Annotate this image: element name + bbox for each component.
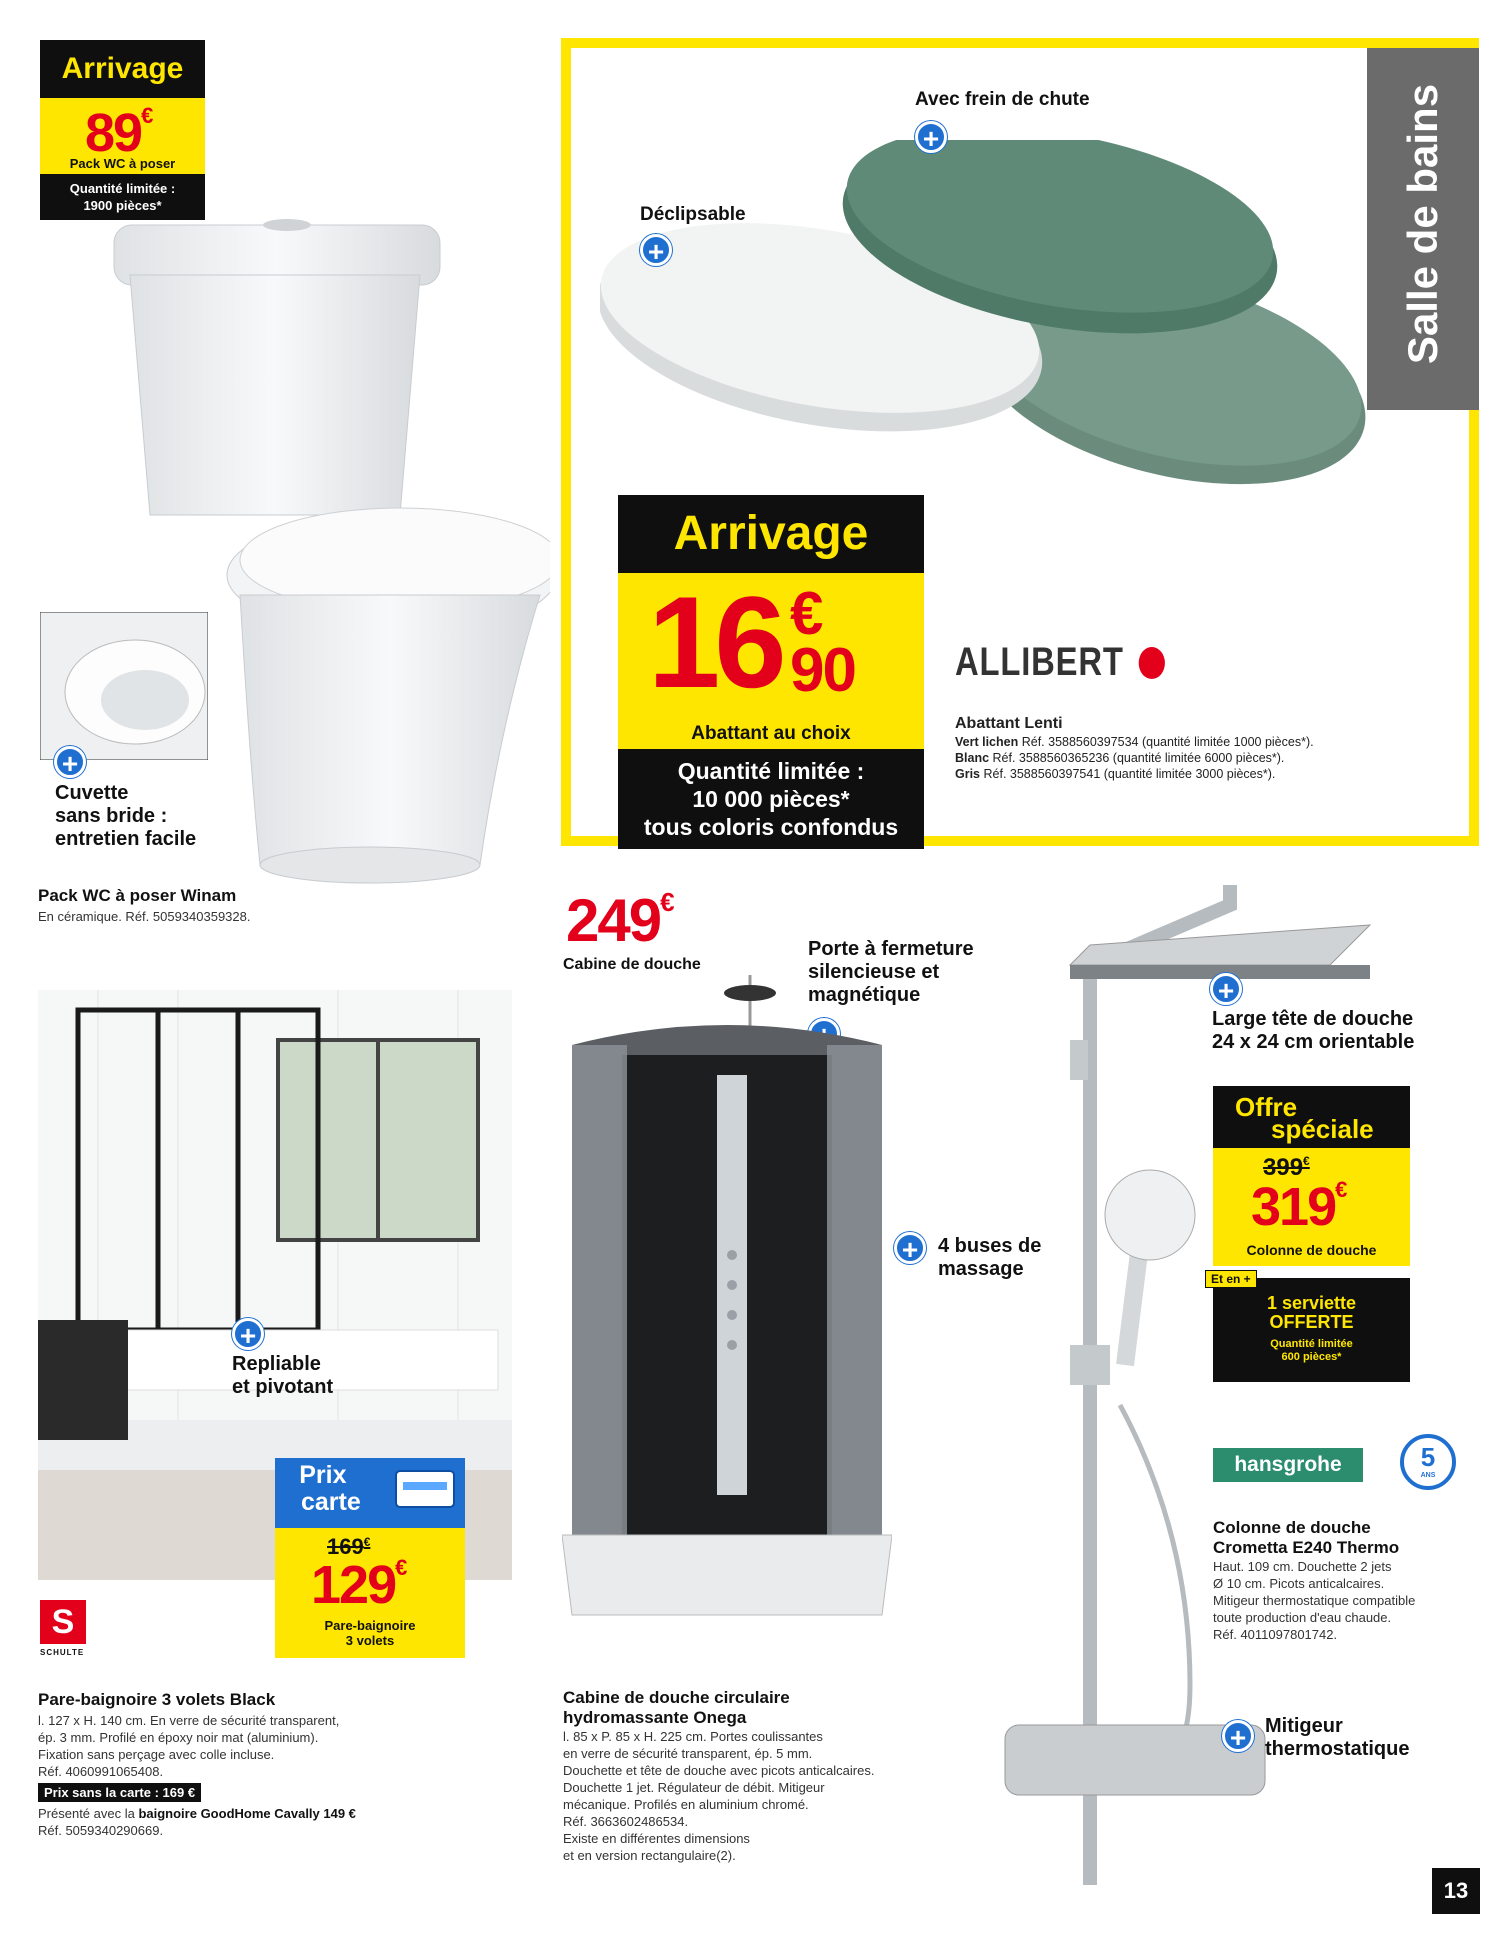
column-bonus-tag: Et en + (1205, 1270, 1257, 1288)
cabin-jets-line2: massage (938, 1258, 1024, 1280)
seat-price-box (618, 569, 924, 749)
cabin-name-line: hydromassante Onega (563, 1708, 747, 1727)
cabin-desc-line: Douchette et tête de douche avec picots anticalcaires. (563, 1763, 875, 1778)
card-badge-line2: carte (301, 1488, 361, 1516)
column-price-caption: Colonne de douche (1246, 1242, 1377, 1258)
wc-feature-line2: sans bride : (55, 805, 168, 827)
seat-variant-color: Blanc (955, 751, 990, 765)
screen-old-price: 169 (327, 1534, 364, 1559)
screen-card-badge (275, 1458, 465, 1528)
cabin-desc-line: et en version rectangulaire(2). (563, 1848, 736, 1863)
schulte-logo-icon: S (40, 1600, 86, 1644)
screen-desc-line: ép. 3 mm. Profilé en époxy noir mat (aluminium). (38, 1730, 319, 1745)
column-name-line: Crometta E240 Thermo (1213, 1538, 1400, 1557)
cuvette-inset-image (40, 612, 208, 760)
wc-quantity-line1: Quantité limitée : (69, 181, 176, 196)
seat-panel-frame-right (1469, 410, 1479, 846)
screen-feature-line1: Repliable (232, 1353, 321, 1375)
column-bonus-qty2: 600 pièces* (1281, 1351, 1342, 1363)
seat-price-currency: € (790, 580, 824, 647)
column-mixer-line1: Mitigeur (1265, 1715, 1343, 1737)
warranty-unit: ANS (1420, 1472, 1436, 1479)
cabin-jets-line1: 4 buses de (938, 1235, 1042, 1257)
seat-variant-color: Gris (955, 767, 981, 781)
column-name-line: Colonne de douche (1213, 1518, 1371, 1537)
cabin-desc-line: Existe en différentes dimensions (563, 1831, 750, 1846)
seat-variant-text: Réf. 3588560365236 (quantité limitée 6000 pièces*). (992, 751, 1285, 765)
seat-badge-arrivage: Arrivage (618, 495, 924, 573)
section-tab-label: Salle de bains (1399, 83, 1446, 365)
wc-feature-line1: Cuvette (55, 782, 129, 804)
page-number: 13 (1432, 1868, 1480, 1914)
column-desc-line: Réf. 4011097801742. (1213, 1627, 1338, 1642)
screen-desc-line: l. 127 x H. 140 cm. En verre de sécurité transparent, (38, 1713, 340, 1728)
seat-variant-text: Réf. 3588560397541 (quantité limitée 3000 pièces*). (983, 767, 1276, 781)
column-desc-line: Mitigeur thermostatique compatible (1213, 1593, 1416, 1608)
seat-price-decimals: 90 (790, 636, 855, 705)
column-head-callout (1212, 1008, 1414, 1054)
warranty-years: 5 (1420, 1442, 1436, 1472)
schulte-logo (40, 1600, 100, 1657)
seat-variant-row (955, 734, 1314, 750)
column-product-info (1213, 1518, 1483, 1643)
schulte-logo-text: SCHULTE (40, 1648, 85, 1657)
screen-caption-line1: Pare-baignoire (324, 1618, 416, 1633)
screen-feature-plus-icon[interactable]: + (232, 1318, 264, 1350)
cabin-desc-line: l. 85 x P. 85 x H. 225 cm. Portes coulissantes (563, 1729, 823, 1744)
screen-price-box: 169€ 129€ Pare-baignoire 3 volets (275, 1528, 465, 1658)
hansgrohe-logo: hansgrohe (1213, 1448, 1363, 1482)
seat-clip-callout: Déclipsable (640, 204, 746, 225)
seat-quantity-box (618, 749, 924, 849)
wc-feature-callout (55, 782, 196, 851)
column-price: 319 (1251, 1177, 1336, 1237)
column-desc-line: Ø 10 cm. Picots anticalcaires. (1213, 1576, 1385, 1591)
seat-quantity-line2: 10 000 pièces* (692, 786, 850, 812)
column-old-price: 399 (1263, 1154, 1304, 1181)
wc-quantity-line2: 1900 pièces* (83, 198, 162, 213)
wc-product-desc: En céramique. Réf. 5059340359328. (38, 909, 251, 924)
cabin-desc-line: Réf. 3663602486534. (563, 1814, 689, 1829)
cabin-price (566, 886, 673, 955)
cabin-door-line3: magnétique (808, 984, 921, 1006)
seat-product-name: Abattant Lenti (955, 715, 1063, 732)
card-badge-line1: Prix (299, 1461, 347, 1489)
column-bonus-line2: OFFERTE (1269, 1312, 1354, 1332)
column-mixer-plus-icon[interactable]: + (1222, 1720, 1254, 1752)
column-price-currency: € (1335, 1177, 1346, 1202)
column-head-plus-icon[interactable]: + (1210, 973, 1242, 1005)
column-bonus-line1: 1 serviette (1266, 1293, 1357, 1313)
screen-desc-line: Réf. 4060991065408. (38, 1764, 164, 1779)
column-price-box: 399€ 319€ Colonne de douche (1213, 1148, 1410, 1266)
column-bonus-box (1213, 1278, 1410, 1382)
seat-variant-row (955, 766, 1314, 782)
seat-price-int: 16 (648, 569, 781, 715)
allibert-logo-text: ALLIBERT (955, 640, 1124, 684)
screen-presented-ref: Réf. 5059340290669. (38, 1823, 164, 1838)
cabin-price-currency: € (660, 887, 673, 917)
screen-feature-callout (232, 1353, 333, 1399)
wc-price-currency: € (141, 103, 152, 128)
screen-desc-line: Fixation sans perçage avec colle incluse. (38, 1747, 275, 1762)
allibert-logo (955, 640, 1165, 685)
column-offer-line2: spéciale (1271, 1114, 1374, 1144)
seat-product-info (955, 716, 1314, 782)
cabin-desc-line: en verre de sécurité transparent, ép. 5 mm. (563, 1746, 813, 1761)
seat-price-caption: Abattant au choix (691, 723, 851, 744)
cabin-desc-line: mécanique. Profilés en aluminium chromé. (563, 1797, 809, 1812)
cabin-door-line2: silencieuse et (808, 961, 940, 983)
allibert-mark-icon (1139, 647, 1165, 679)
column-mixer-line2: thermostatique (1265, 1738, 1410, 1760)
screen-price-currency: € (395, 1555, 406, 1580)
warranty-badge (1400, 1434, 1456, 1490)
screen-presented-prefix: Présenté avec la (38, 1806, 139, 1821)
column-head-line2: 24 x 24 cm orientable (1212, 1031, 1415, 1053)
column-offer-badge (1213, 1086, 1410, 1148)
screen-price: 129 (311, 1555, 396, 1615)
screen-caption-line2: 3 volets (345, 1633, 395, 1648)
column-mixer-callout (1265, 1715, 1409, 1761)
screen-product-info (38, 1690, 508, 1839)
loyalty-card-icon (395, 1470, 455, 1508)
seat-variant-color: Vert lichen (955, 735, 1019, 749)
column-desc-line: toute production d'eau chaude. (1213, 1610, 1392, 1625)
seat-clip-plus-icon[interactable]: + (640, 234, 672, 266)
wc-feature-plus-icon[interactable]: + (54, 746, 86, 778)
wc-feature-line3: entretien facile (55, 828, 197, 850)
screen-presented (38, 1805, 508, 1822)
cabin-product-info (563, 1688, 983, 1864)
seat-brake-plus-icon[interactable]: + (915, 121, 947, 153)
cabin-price-int: 249 (566, 887, 661, 954)
cabin-door-line1: Porte à fermeture (808, 938, 974, 960)
wc-price-caption: Pack WC à poser (69, 156, 176, 171)
no-card-price-badge: Prix sans la carte : 169 € (38, 1783, 201, 1802)
seat-variant-text: Réf. 3588560397534 (quantité limitée 1000 pièces*). (1021, 735, 1314, 749)
screen-feature-line2: et pivotant (232, 1376, 334, 1398)
screen-presented-bathtub: baignoire GoodHome Cavally 149 € (138, 1806, 356, 1821)
column-bonus-qty1: Quantité limitée (1270, 1338, 1353, 1350)
wc-product-name: Pack WC à poser Winam (38, 886, 237, 905)
seat-brake-callout: Avec frein de chute (915, 89, 1090, 110)
column-offer-line1: Offre (1235, 1092, 1298, 1122)
wc-badge-arrivage: Arrivage (40, 40, 205, 98)
cabin-price-caption: Cabine de douche (563, 956, 701, 973)
wc-price: 89 (85, 103, 142, 163)
seat-variant-row (955, 750, 1314, 766)
seat-quantity-line3: tous coloris confondus (643, 814, 899, 840)
cabin-desc-line: Douchette 1 jet. Régulateur de débit. Mitigeur (563, 1780, 825, 1795)
column-desc-line: Haut. 109 cm. Douchette 2 jets (1213, 1559, 1392, 1574)
seat-quantity-line1: Quantité limitée : (677, 758, 865, 784)
screen-product-name: Pare-baignoire 3 volets Black (38, 1690, 276, 1709)
column-head-line1: Large tête de douche (1212, 1008, 1414, 1030)
shower-cabin-image (562, 975, 892, 1625)
cabin-name-line: Cabine de douche circulaire (563, 1688, 790, 1707)
cabin-jets-plus-icon[interactable]: + (894, 1232, 926, 1264)
wc-price-box (40, 98, 205, 174)
